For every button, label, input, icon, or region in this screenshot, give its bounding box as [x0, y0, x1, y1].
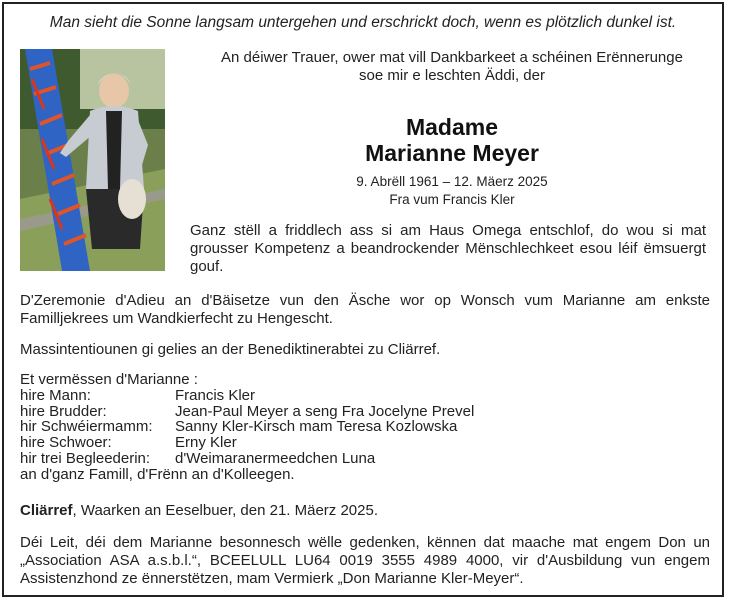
thanks-line-1: An déiwer Trauer, ower mat vill Dankbarkeet a schéinen Erënnerunge: [221, 49, 683, 66]
place-name: Cliärref: [20, 502, 73, 519]
survivor-row: [20, 451, 710, 467]
thanks-line-2: soe mir e leschten Äddi, der: [359, 67, 545, 84]
survivor-names: d'Weimaranermeedchen Luna: [175, 449, 376, 467]
survivor-relation: hir Schwéiermamm:: [20, 418, 153, 436]
survivor-relation: hire Schwoer:: [20, 434, 112, 452]
survivors-footer: an d'ganz Famill, d'Frënn an d'Kolleegen.: [20, 465, 295, 483]
place-date-line: [20, 502, 710, 520]
survivor-row: [20, 435, 710, 451]
portrait-photo-image: [20, 49, 165, 271]
survivor-names: Francis Kler: [175, 386, 256, 404]
spouse-line: Fra vum Francis Kler: [389, 192, 515, 207]
life-dates-block: [180, 173, 724, 209]
motto-quote: Man sieht die Sonne langsam untergehen und erschrickt doch, wenn es plötzlich dunkel ist.: [49, 14, 677, 31]
portrait-photo: [20, 49, 165, 271]
survivors-heading: Et vermëssen d'Marianne :: [20, 371, 198, 388]
masses-text: Massintentiounen gi gelies an der Benediktinerabtei zu Cliärref.: [20, 341, 441, 358]
survivor-names: Sanny Kler-Kirsch mam Teresa Kozlowska: [175, 418, 458, 436]
survivor-relation: hire Mann:: [20, 386, 91, 404]
survivor-row: [20, 388, 710, 404]
thanks-intro: [180, 49, 724, 85]
deceased-name: Marianne Meyer: [365, 140, 539, 166]
survivor-relation: hir trei Begleederin:: [20, 449, 151, 467]
life-dates: 9. Abrëll 1961 – 12. Mäerz 2025: [356, 174, 548, 189]
survivor-row: [20, 404, 710, 420]
passing-text: Ganz stëll a friddlech ass si am Haus Omega entschlof, do wou si mat grousser Kompetenz a beandrockender Mënschlechkeet esou léif ëmsuergt gouf.: [190, 222, 706, 275]
place-date-rest: , Waarken an Eeselbuer, den 21. Mäerz 2025.: [72, 502, 378, 519]
survivors-list: [20, 372, 710, 483]
donation-text: Déi Leit, déi dem Marianne besonnesch wëlle gedenken, kënnen dat maache mat engem Don un „Association ASA a.s.b.l.“, BCEELULL LU64 0019 3555 4989 4000, vir d'Ausbildung vun engem Assistenzhond ze ënnerstëtzen, mam Vermierk „Don Marianne Kler-Meyer“.: [20, 534, 710, 587]
deceased-title: Madame: [405, 114, 499, 140]
survivor-row: [20, 419, 710, 435]
ceremony-text: D'Zeremonie d'Adieu an d'Bäisetze vun den Äsche wor op Wonsch vum Marianne am enkste Familljekrees um Wandkierfecht zu Hengescht.: [20, 292, 710, 327]
survivor-names: Erny Kler: [175, 434, 237, 452]
survivor-relation: hire Brudder:: [20, 402, 107, 420]
survivor-names: Jean-Paul Meyer a seng Fra Jocelyne Prevel: [175, 402, 475, 420]
deceased-name-block: [180, 114, 724, 166]
